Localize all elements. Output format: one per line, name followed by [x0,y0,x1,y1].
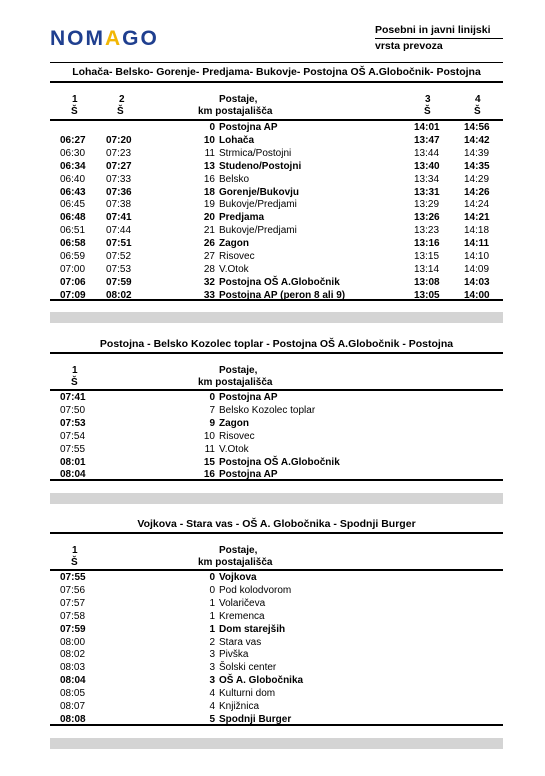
km-value: 10 [203,430,215,442]
time-col1: 08:04 [60,675,86,687]
km-stops-header: km postajališča [198,557,273,568]
col1-number: 1 [72,94,78,105]
time-col4: 14:39 [464,147,490,159]
km-value: 3 [209,662,215,674]
stop-name: V.Otok [219,263,249,275]
km-value: 20 [203,212,215,224]
table-row [50,224,503,237]
km-value: 0 [209,392,215,403]
km-value: 19 [203,199,215,211]
time-col3: 14:01 [414,122,440,133]
time-col3: 13:23 [414,225,440,237]
time-col2: 07:38 [106,199,132,211]
stop-name: Predjama [219,212,265,224]
time-col1: 08:05 [60,688,86,700]
km-value: 33 [203,289,215,301]
time-col2: 07:59 [106,276,132,288]
time-col1: 08:01 [60,456,86,468]
table-row [50,456,503,469]
km-value: 27 [203,251,215,262]
time-col1: 07:54 [60,430,86,442]
table-row [50,211,503,224]
time-col4: 14:11 [464,238,490,250]
time-col2: 07:41 [106,212,132,224]
section1-column-header [50,93,503,119]
table-row [50,417,503,430]
stop-name: Gorenje/Bukovju [219,186,300,198]
km-value: 18 [203,186,215,198]
table-row [50,250,503,263]
time-col2: 07:51 [106,238,132,250]
section1-top-rule [50,62,503,63]
col4-school-mark: Š [474,106,481,117]
table-row [50,404,503,417]
stop-name: Postojna AP [219,392,278,403]
time-col1: 06:59 [60,251,86,262]
table-row [50,584,503,597]
stop-name: Risovec [219,251,255,262]
stop-name: Kremenca [219,610,265,622]
time-col4: 14:09 [464,263,490,275]
km-value: 32 [203,276,215,288]
time-col1: 08:08 [60,713,86,725]
time-col4: 14:24 [464,199,490,211]
time-col3: 13:16 [414,238,440,250]
km-value: 4 [209,701,215,712]
table-row [50,443,503,456]
time-col1: 07:56 [60,584,86,596]
km-value: 1 [209,623,215,635]
time-col1: 06:51 [60,225,86,237]
km-value: 9 [209,417,215,429]
km-value: 13 [203,160,215,172]
time-col4: 14:29 [464,173,490,185]
stop-name: Strmica/Postojni [219,147,292,159]
table-row [50,198,503,211]
time-col4: 14:00 [464,289,490,301]
stop-name: Postojna AP (peron 8 ali 9) [219,289,346,301]
time-col1: 07:55 [60,572,86,583]
time-col1: 06:43 [60,186,86,198]
time-col2: 07:23 [106,147,132,159]
stop-name: Bukovje/Predjami [219,225,297,237]
section3-column-header [50,544,503,570]
time-col3: 13:47 [414,134,440,146]
km-stops-header: km postajališča [198,106,273,117]
km-stops-header: km postajališča [198,377,273,388]
time-col4: 14:56 [464,122,490,133]
stop-name: Postojna AP [219,469,278,481]
stop-name: Lohača [219,134,255,146]
time-col1: 08:02 [60,649,86,661]
time-col2: 07:33 [106,173,132,185]
time-col1: 07:57 [60,597,86,609]
col2-school-mark: Š [117,106,124,117]
stop-name: Risovec [219,430,255,442]
time-col3: 13:40 [414,160,440,172]
section1-bottom-rule [50,299,503,301]
time-col1: 08:00 [60,636,86,648]
time-col1: 07:50 [60,404,86,416]
table-row [50,237,503,250]
km-value: 1 [209,610,215,622]
nomago-logo: NOMAGO [50,27,159,50]
col1-number: 1 [72,365,78,376]
section2-separator-bar [50,493,503,504]
stop-name: Knjižnica [219,701,260,712]
section3-bottom-rule [50,724,503,726]
km-value: 26 [203,238,215,250]
table-row [50,700,503,713]
col3-number: 3 [425,94,431,105]
stops-header: Postaje, [219,94,258,105]
table-row [50,610,503,623]
time-col1: 06:30 [60,147,86,159]
table-row [50,571,503,584]
section2-title: Postojna - Belsko Kozolec toplar - Postojna OŠ A.Globočnik - Postojna [99,338,454,350]
stop-name: V.Otok [219,443,249,455]
stops-header: Postaje, [219,545,258,556]
time-col1: 07:41 [60,392,86,403]
km-value: 1 [209,597,215,609]
time-col3: 13:29 [414,199,440,211]
stop-name: Belsko [219,173,250,185]
km-value: 2 [209,636,215,648]
col1-school-mark: Š [71,106,78,117]
km-value: 16 [203,173,215,185]
time-col4: 14:10 [464,251,490,262]
stop-name: Zagon [219,417,249,429]
km-value: 11 [204,147,215,159]
time-col2: 08:02 [106,289,132,301]
time-col1: 06:45 [60,199,86,211]
time-col2: 07:20 [106,134,132,146]
transport-type-line2: vrsta prevoza [375,40,443,52]
stop-name: Pod kolodvorom [219,584,292,596]
time-col1: 07:06 [60,276,86,288]
time-col2: 07:52 [106,251,132,262]
col2-number: 2 [119,94,125,105]
km-value: 4 [209,688,215,700]
time-col1: 06:58 [60,238,86,250]
km-value: 5 [209,713,215,725]
time-col4: 14:42 [464,134,490,146]
km-value: 10 [203,134,215,146]
time-col3: 13:26 [414,212,440,224]
time-col3: 13:15 [414,251,440,262]
time-col1: 07:58 [60,610,86,622]
stop-name: Pivška [219,649,249,661]
stop-name: Bukovje/Predjami [219,199,297,211]
table-row [50,636,503,649]
km-value: 0 [209,122,215,133]
table-row [50,147,503,160]
table-row [50,263,503,276]
stop-name: Studeno/Postojni [219,160,302,172]
section2-bottom-rule [50,479,503,481]
stop-name: Volaričeva [219,597,266,609]
table-row [50,173,503,186]
section1-separator-bar [50,312,503,323]
km-value: 3 [209,675,215,687]
table-row [50,391,503,404]
time-col4: 14:21 [464,212,490,224]
table-row [50,648,503,661]
stop-name: Kulturni dom [219,688,276,700]
table-row [50,186,503,199]
transport-type-line1: Posebni in javni linijski [375,24,503,39]
time-col1: 06:34 [60,160,86,172]
km-value: 21 [203,225,215,237]
table-row [50,134,503,147]
time-col1: 07:59 [60,623,86,635]
table-row [50,674,503,687]
table-row [50,276,503,289]
col4-number: 4 [475,94,481,105]
section3-separator-bar [50,738,503,749]
time-col1: 06:27 [60,134,86,146]
table-row [50,121,503,134]
km-value: 11 [204,443,215,455]
stop-name: Postojna AP [219,122,278,133]
time-col3: 13:31 [414,186,440,198]
km-value: 15 [203,456,215,468]
time-col1: 06:48 [60,212,86,224]
time-col1: 07:09 [60,289,86,301]
section3-title: Vojkova - Stara vas - OŠ A. Globočnika - Spodnji Burger [137,518,416,530]
time-col4: 14:18 [464,225,490,237]
km-value: 0 [209,584,215,596]
stop-name: Postojna OŠ A.Globočnik [219,276,340,288]
km-value: 28 [203,263,215,275]
time-col1: 06:40 [60,173,86,185]
table-row [50,160,503,173]
col1-school-mark: Š [71,557,78,568]
section1-title-rule [50,81,503,83]
section2-column-header [50,364,503,390]
section3-title-rule [50,532,503,534]
time-col3: 13:08 [414,276,440,288]
col1-number: 1 [72,545,78,556]
time-col3: 13:44 [414,147,440,159]
km-value: 16 [203,469,215,481]
time-col1: 07:53 [60,417,86,429]
stop-name: Spodnji Burger [219,713,292,725]
time-col1: 07:55 [60,443,86,455]
time-col1: 07:00 [60,263,86,275]
stops-header: Postaje, [219,365,258,376]
section1-title: Lohača- Belsko- Gorenje- Predjama- Bukovje- Postojna OŠ A.Globočnik- Postojna [72,66,481,78]
time-col1: 08:04 [60,469,86,481]
time-col3: 13:14 [414,263,440,275]
time-col3: 13:05 [414,289,440,301]
time-col2: 07:53 [106,263,132,275]
time-col4: 14:03 [464,276,490,288]
section2-title-rule [50,352,503,354]
time-col2: 07:27 [106,160,132,172]
time-col4: 14:26 [464,186,490,198]
stop-name: Šolski center [219,662,277,674]
time-col2: 07:36 [106,186,132,198]
table-row [50,430,503,443]
time-col1: 08:07 [60,701,86,712]
time-col1: 08:03 [60,662,86,674]
col3-school-mark: Š [424,106,431,117]
stop-name: Postojna OŠ A.Globočnik [219,456,340,468]
time-col4: 14:35 [464,160,490,172]
table-row [50,597,503,610]
km-value: 7 [209,404,215,416]
time-col3: 13:34 [414,173,440,185]
stop-name: Vojkova [219,572,257,583]
time-col2: 07:44 [106,225,132,237]
stop-name: Stara vas [219,636,262,648]
stop-name: Zagon [219,238,249,250]
table-row [50,661,503,674]
col1-school-mark: Š [71,377,78,388]
table-row [50,623,503,636]
km-value: 0 [209,572,215,583]
table-row [50,687,503,700]
stop-name: Belsko Kozolec toplar [219,404,316,416]
stop-name: Dom starejših [219,623,286,635]
km-value: 3 [209,649,215,661]
stop-name: OŠ A. Globočnika [219,675,304,687]
